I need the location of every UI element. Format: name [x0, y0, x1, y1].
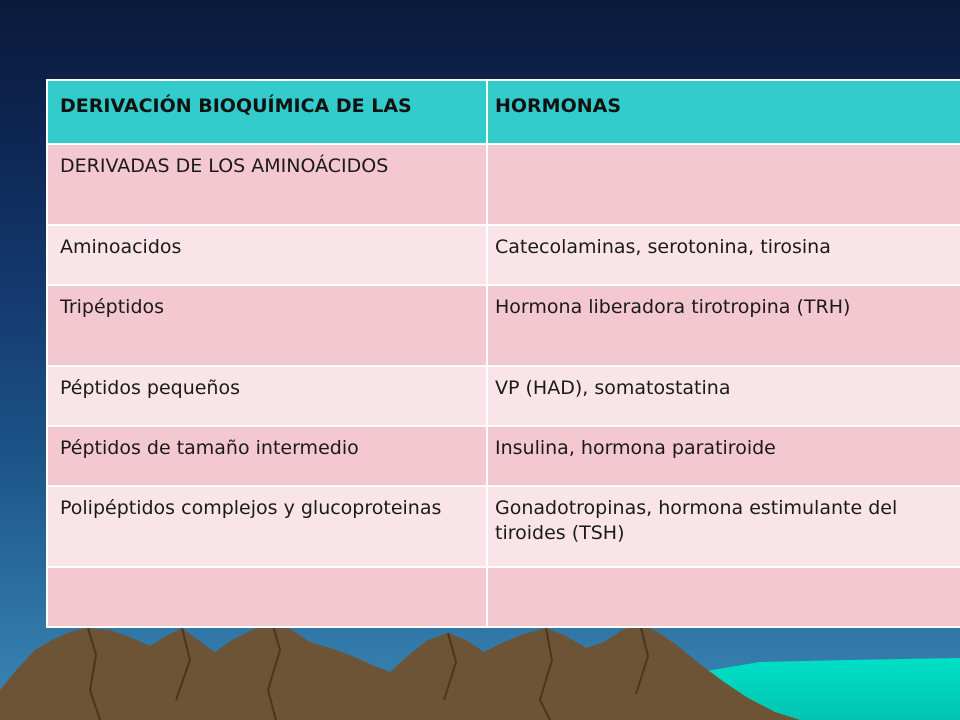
mountain-range — [0, 622, 800, 720]
table-cell: VP (HAD), somatostatina — [487, 366, 960, 426]
header-cell-hormonas: HORMONAS — [487, 80, 960, 144]
table-row — [47, 285, 960, 366]
hormone-derivation-table — [46, 79, 960, 628]
table-row — [47, 567, 960, 627]
table-cell: Gonadotropinas, hormona estimulante del tiroides (TSH) — [487, 486, 960, 567]
table-cell: Polipéptidos complejos y glucoproteinas — [47, 486, 487, 567]
table-row — [47, 366, 960, 426]
table-cell: Hormona liberadora tirotropina (TRH) — [487, 285, 960, 366]
table-header-row — [47, 80, 960, 144]
table-row — [47, 144, 960, 225]
table-row — [47, 486, 960, 567]
table-row — [47, 426, 960, 486]
table-cell: Insulina, hormona paratiroide — [487, 426, 960, 486]
table-cell — [487, 144, 960, 225]
table-cell: Catecolaminas, serotonina, tirosina — [487, 225, 960, 285]
header-cell-derivacion: DERIVACIÓN BIOQUÍMICA DE LAS — [47, 80, 487, 144]
table-cell: Aminoacidos — [47, 225, 487, 285]
table-cell: Péptidos de tamaño intermedio — [47, 426, 487, 486]
table-row — [47, 225, 960, 285]
table-cell: Péptidos pequeños — [47, 366, 487, 426]
table-cell: Tripéptidos — [47, 285, 487, 366]
table-cell — [487, 567, 960, 627]
table-cell — [47, 567, 487, 627]
table-cell: DERIVADAS DE LOS AMINOÁCIDOS — [47, 144, 487, 225]
